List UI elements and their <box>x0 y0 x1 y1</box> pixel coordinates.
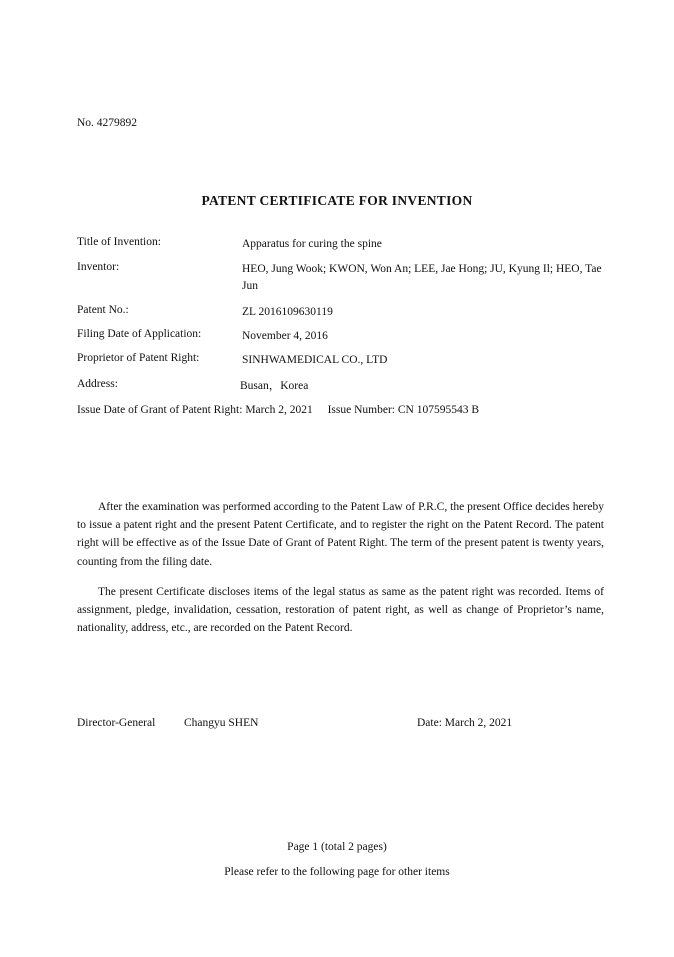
issue-grant-date: March 2, 2021 <box>245 404 313 416</box>
director-general-label: Director-General <box>77 717 156 729</box>
paragraph-examination: After the examination was performed according to the Patent Law of P.R.C, the present Office decides hereby to issue a patent right and the present Patent Certificate, and to register the right on the Patent Record. The patent right will be effective as of the Issue Date of Grant of Patent Right. The term of the present patent is twenty years, counting from the filing date. <box>77 501 604 568</box>
field-label: Proprietor of Patent Right: <box>77 352 200 364</box>
field-label: Filing Date of Application: <box>77 328 202 340</box>
paragraph-legal-status: The present Certificate discloses items of the legal status as same as the patent right was recorded. Items of assignment, pledge, invalidation, cessation, restoration of patent right, as well as change of Proprietor’s name, nationality, address, etc., are recorded on the Patent Record. <box>77 586 604 635</box>
field-value: HEO, Jung Wook; KWON, Won An; LEE, Jae Hong; JU, Kyung Il; HEO, Tae Jun <box>242 263 602 292</box>
issue-number: CN 107595543 B <box>397 404 479 416</box>
signature-date: Date: March 2, 2021 <box>417 717 513 729</box>
issue-line <box>77 404 479 416</box>
field-label: Address: <box>77 378 118 390</box>
document-title: PATENT CERTIFICATE FOR INVENTION <box>201 193 473 208</box>
director-general-name: Changyu SHEN <box>184 717 259 729</box>
issue-grant-label: Issue Date of Grant of Patent Right: <box>77 404 243 416</box>
issue-number-label: Issue Number: <box>327 404 395 416</box>
document-number: No. 4279892 <box>77 117 138 129</box>
continuation-note: Please refer to the following page for other items <box>224 866 450 878</box>
field-label: Patent No.: <box>77 304 129 316</box>
field-value: November 4, 2016 <box>242 330 328 342</box>
field-value: Busan，Korea <box>240 380 309 392</box>
field-label: Title of Invention: <box>77 236 161 248</box>
field-value: Apparatus for curing the spine <box>242 238 382 250</box>
page-number: Page 1 (total 2 pages) <box>287 841 387 853</box>
field-label: Inventor: <box>77 261 120 273</box>
field-value: SINHWAMEDICAL CO., LTD <box>242 354 388 366</box>
field-value: ZL 2016109630119 <box>242 306 333 318</box>
